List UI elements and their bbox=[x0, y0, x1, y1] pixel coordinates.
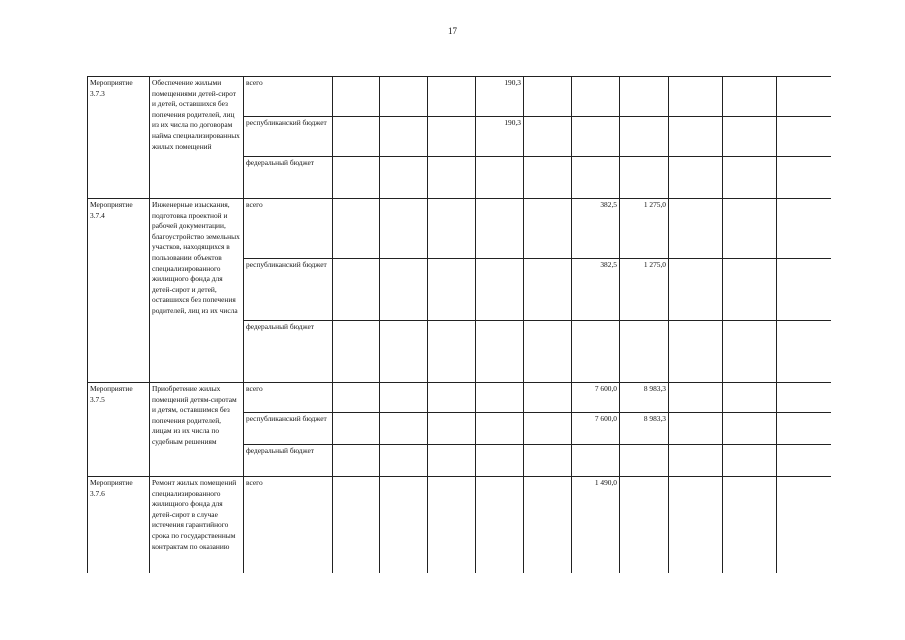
value-cell bbox=[476, 157, 524, 199]
value-cell bbox=[476, 413, 524, 445]
value-cell bbox=[524, 445, 572, 477]
funding-source-cell: всего bbox=[244, 477, 333, 574]
value-cell bbox=[524, 477, 572, 574]
value-cell: 1 275,0 bbox=[620, 259, 669, 321]
funding-source-cell: всего bbox=[244, 383, 333, 413]
value-cell bbox=[572, 117, 620, 157]
table-row bbox=[88, 477, 832, 574]
value-cell bbox=[723, 77, 777, 117]
value-cell bbox=[524, 259, 572, 321]
value-cell bbox=[524, 157, 572, 199]
value-cell bbox=[380, 199, 428, 259]
value-cell bbox=[524, 321, 572, 383]
value-cell bbox=[476, 445, 524, 477]
value-cell bbox=[428, 477, 476, 574]
value-cell bbox=[333, 383, 380, 413]
value-cell bbox=[669, 77, 723, 117]
value-cell bbox=[428, 157, 476, 199]
value-cell: 1 275,0 bbox=[620, 199, 669, 259]
value-cell bbox=[524, 77, 572, 117]
value-cell bbox=[777, 477, 832, 574]
budget-table bbox=[87, 76, 831, 573]
table-row bbox=[88, 199, 832, 259]
value-cell: 7 600,0 bbox=[572, 383, 620, 413]
value-cell: 7 600,0 bbox=[572, 413, 620, 445]
value-cell bbox=[572, 157, 620, 199]
value-cell bbox=[669, 117, 723, 157]
value-cell bbox=[428, 445, 476, 477]
value-cell bbox=[476, 259, 524, 321]
value-cell bbox=[777, 445, 832, 477]
value-cell bbox=[524, 199, 572, 259]
value-cell bbox=[777, 157, 832, 199]
value-cell bbox=[524, 117, 572, 157]
value-cell bbox=[333, 321, 380, 383]
measure-description-cell: Инженерные изыскания, подготовка проектной и рабочей документации, благоустройство земельных участков, находящихся в пользовании объектов специализированного жилищного фонда для детей-сирот и детей, оставшихся без попечения родителей, лиц из их числа bbox=[150, 199, 244, 383]
value-cell bbox=[380, 383, 428, 413]
value-cell bbox=[428, 117, 476, 157]
value-cell bbox=[723, 477, 777, 574]
value-cell bbox=[476, 199, 524, 259]
funding-source-cell: всего bbox=[244, 77, 333, 117]
value-cell bbox=[476, 321, 524, 383]
value-cell bbox=[380, 117, 428, 157]
value-cell bbox=[620, 157, 669, 199]
value-cell bbox=[380, 477, 428, 574]
value-cell bbox=[669, 445, 723, 477]
value-cell bbox=[333, 445, 380, 477]
value-cell bbox=[428, 383, 476, 413]
value-cell bbox=[723, 383, 777, 413]
funding-source-cell: республиканский бюджет bbox=[244, 117, 333, 157]
value-cell bbox=[572, 321, 620, 383]
value-cell bbox=[572, 77, 620, 117]
value-cell bbox=[723, 321, 777, 383]
value-cell bbox=[723, 199, 777, 259]
measure-description-cell: Приобретение жилых помещений детям-сиротам и детям, оставшимся без попечения родителей, лицам из их числа по судебным решениям bbox=[150, 383, 244, 477]
value-cell bbox=[723, 413, 777, 445]
value-cell bbox=[428, 259, 476, 321]
value-cell bbox=[620, 117, 669, 157]
table-row bbox=[88, 383, 832, 413]
budget-table-container bbox=[87, 76, 831, 573]
funding-source-cell: федеральный бюджет bbox=[244, 445, 333, 477]
value-cell bbox=[669, 383, 723, 413]
value-cell bbox=[669, 477, 723, 574]
value-cell bbox=[524, 413, 572, 445]
value-cell bbox=[524, 383, 572, 413]
value-cell: 382,5 bbox=[572, 259, 620, 321]
value-cell bbox=[380, 445, 428, 477]
value-cell bbox=[476, 383, 524, 413]
value-cell bbox=[723, 259, 777, 321]
value-cell bbox=[333, 199, 380, 259]
value-cell bbox=[723, 157, 777, 199]
funding-source-cell: федеральный бюджет bbox=[244, 321, 333, 383]
measure-description-cell: Ремонт жилых помещений специализированного жилищного фонда для детей-сирот в случае истечения гарантийного срока по государственным контрактам по оказанию bbox=[150, 477, 244, 574]
value-cell bbox=[380, 77, 428, 117]
value-cell bbox=[777, 199, 832, 259]
value-cell: 1 490,0 bbox=[572, 477, 620, 574]
value-cell bbox=[777, 77, 832, 117]
value-cell bbox=[428, 413, 476, 445]
value-cell: 190,3 bbox=[476, 77, 524, 117]
funding-source-cell: республиканский бюджет bbox=[244, 259, 333, 321]
value-cell bbox=[723, 445, 777, 477]
table-row bbox=[88, 77, 832, 117]
value-cell bbox=[669, 413, 723, 445]
value-cell bbox=[333, 77, 380, 117]
value-cell bbox=[428, 199, 476, 259]
value-cell bbox=[777, 383, 832, 413]
value-cell bbox=[669, 259, 723, 321]
value-cell bbox=[669, 157, 723, 199]
value-cell bbox=[476, 477, 524, 574]
value-cell: 382,5 bbox=[572, 199, 620, 259]
funding-source-cell: республиканский бюджет bbox=[244, 413, 333, 445]
value-cell bbox=[723, 117, 777, 157]
value-cell bbox=[620, 321, 669, 383]
value-cell bbox=[380, 321, 428, 383]
value-cell bbox=[333, 413, 380, 445]
measure-code-cell: Мероприятие 3.7.5 bbox=[88, 383, 150, 477]
value-cell: 8 983,3 bbox=[620, 383, 669, 413]
funding-source-cell: федеральный бюджет bbox=[244, 157, 333, 199]
measure-code-cell: Мероприятие 3.7.3 bbox=[88, 77, 150, 199]
measure-code-cell: Мероприятие 3.7.4 bbox=[88, 199, 150, 383]
value-cell bbox=[669, 199, 723, 259]
value-cell bbox=[380, 157, 428, 199]
value-cell: 190,3 bbox=[476, 117, 524, 157]
value-cell bbox=[620, 477, 669, 574]
value-cell bbox=[620, 445, 669, 477]
value-cell bbox=[669, 321, 723, 383]
value-cell bbox=[777, 117, 832, 157]
value-cell bbox=[333, 157, 380, 199]
value-cell bbox=[428, 321, 476, 383]
value-cell bbox=[777, 413, 832, 445]
measure-description-cell: Обеспечение жилыми помещениями детей-сирот и детей, оставшихся без попечения родителей, лиц из их числа по договорам найма специализированных жилых помещений bbox=[150, 77, 244, 199]
value-cell bbox=[572, 445, 620, 477]
value-cell bbox=[777, 259, 832, 321]
measure-code-cell: Мероприятие 3.7.6 bbox=[88, 477, 150, 574]
page-number: 17 bbox=[448, 26, 457, 36]
value-cell: 8 983,3 bbox=[620, 413, 669, 445]
value-cell bbox=[333, 259, 380, 321]
value-cell bbox=[333, 117, 380, 157]
value-cell bbox=[380, 413, 428, 445]
value-cell bbox=[380, 259, 428, 321]
value-cell bbox=[777, 321, 832, 383]
funding-source-cell: всего bbox=[244, 199, 333, 259]
value-cell bbox=[428, 77, 476, 117]
value-cell bbox=[620, 77, 669, 117]
value-cell bbox=[333, 477, 380, 574]
